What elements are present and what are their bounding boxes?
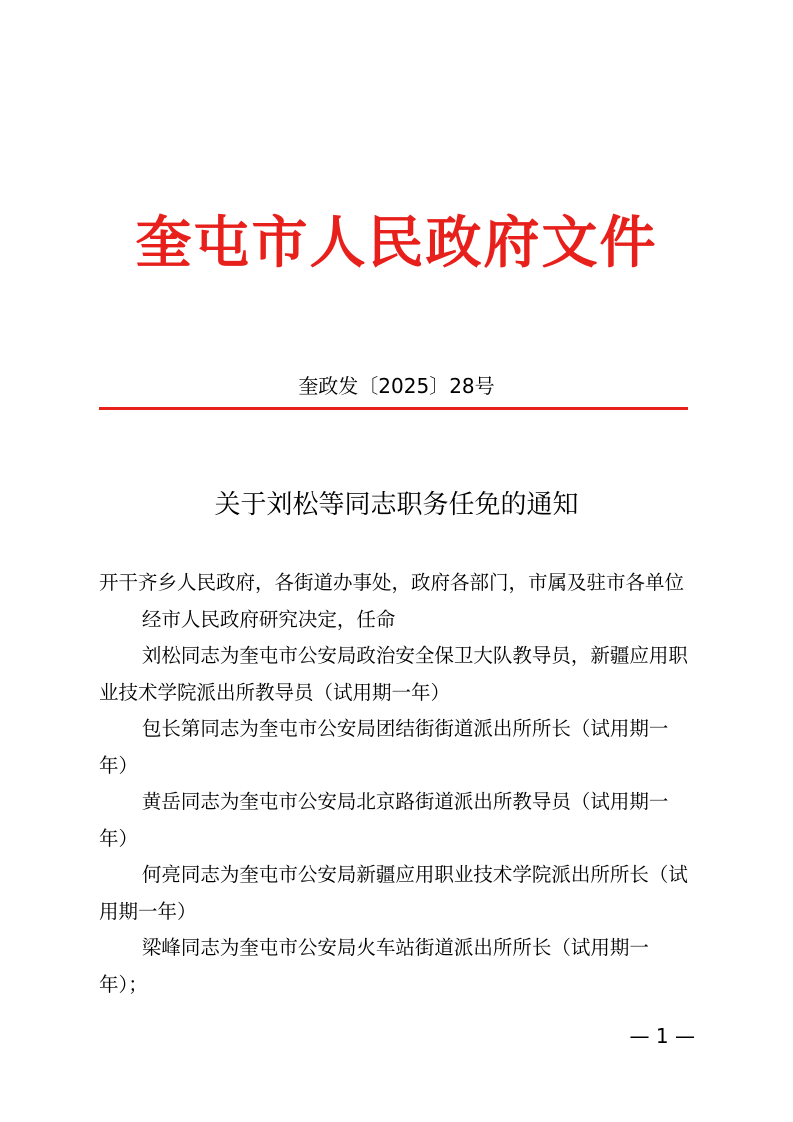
red-divider-line bbox=[99, 407, 688, 410]
notice-title: 关于刘松等同志职务任免的通知 bbox=[214, 490, 579, 520]
page-number: — 1 — bbox=[629, 1024, 695, 1048]
document-masthead: 奎屯市人民政府文件 bbox=[135, 210, 658, 276]
body-paragraph: 经市人民政府研究决定，任命 bbox=[141, 607, 396, 631]
body-paragraph: 黄岳同志为奎屯市公安局北京路街道派出所教导员（试用期一年） bbox=[99, 790, 669, 850]
body-paragraph: 何亮同志为奎屯市公安局新疆应用职业技术学院派出所所长（试用期一年） bbox=[99, 863, 688, 923]
salutation: 开干齐乡人民政府，各街道办事处，政府各部门，市属及驻市各单位 bbox=[99, 571, 685, 594]
document-body bbox=[99, 565, 691, 1003]
body-paragraph: 包长第同志为奎屯市公安局团结街街道派出所所长（试用期一年） bbox=[99, 717, 669, 777]
document-number: 奎政发〔2025〕28号 bbox=[298, 374, 495, 398]
body-paragraph: 刘松同志为奎屯市公安局政治安全保卫大队教导员，新疆应用职业技术学院派出所教导员（试用期一年） bbox=[99, 644, 688, 704]
body-paragraph: 梁峰同志为奎屯市公安局火车站街道派出所所长（试用期一年）； bbox=[99, 936, 649, 996]
